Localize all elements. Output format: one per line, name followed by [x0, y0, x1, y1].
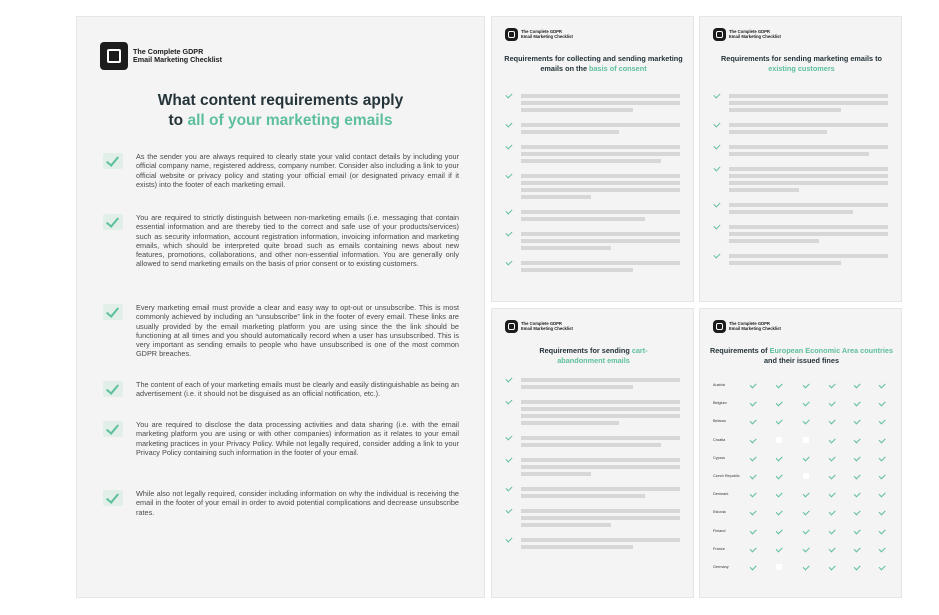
cart-title-highlight: cart-abandonment emails	[557, 346, 648, 365]
text-placeholder-bar	[729, 94, 888, 98]
text-placeholder-bar	[521, 472, 591, 476]
empty-cell	[776, 564, 782, 570]
checkmark-icon	[776, 545, 783, 552]
text-placeholder-bar	[729, 152, 869, 156]
text-placeholder-bar	[521, 152, 680, 156]
checkmark-icon	[505, 207, 512, 214]
checklist-item-text: You are required to disclose the data processing activities and data sharing (i.e. with the email marketing platform you are using or with other companies) information as it relates to your email marketing practices in your Privacy Policy. While not legally required, consider adding a link to your Privacy Policy containing such information in the footer of your email.	[136, 420, 459, 457]
checkmark-icon	[829, 381, 836, 388]
checkmark-icon	[854, 472, 861, 479]
logo-icon	[713, 28, 726, 41]
checkmark-icon	[879, 400, 886, 407]
existing-title	[708, 54, 895, 73]
country-label: Cyprus	[713, 455, 726, 460]
text-placeholder-bar	[521, 261, 680, 265]
checkmark-icon	[829, 563, 836, 570]
text-placeholder-bar	[729, 188, 799, 192]
text-placeholder-bar	[521, 465, 680, 469]
checkmark-icon	[829, 509, 836, 516]
checkmark-icon	[776, 472, 783, 479]
checkmark-icon	[879, 545, 886, 552]
logo-icon	[100, 42, 128, 70]
country-label: Croatia	[713, 437, 726, 442]
existing-title-plain: Requirements for sending marketing emails to	[721, 54, 882, 63]
eea-title-highlight: European Economic Area countries	[769, 346, 893, 355]
checkmark-icon	[750, 527, 757, 534]
checkmark-icon	[776, 454, 783, 461]
checklist-item-text: You are required to strictly distinguish between non-marketing emails (i.e. messaging that contain essential information and are thereby tied to the correct and safe use of your products/services) such as security information, account registration information, invoicing information and marketing emails, which should be interpreted quite broad such as emails containing news about new features, promotions, collaborations, and other non-essential information. You are generally only allowed to send marketing emails on the basis of prior consent or to existing customers.	[136, 213, 459, 269]
checkmark-icon	[750, 400, 757, 407]
checklist-item-text: While also not legally required, consider including information on why the individual is receiving the email in the footer of your email in order to avoid potential complications and decrease unsubscribe rates.	[136, 489, 459, 517]
checkmark-icon	[854, 545, 861, 552]
checkmark-icon	[713, 120, 720, 127]
consent-requirements-page	[491, 16, 694, 302]
empty-cell	[776, 437, 782, 443]
logo-line1: The Complete GDPR	[133, 46, 204, 56]
checkmark-icon	[829, 527, 836, 534]
checkmark-icon	[803, 491, 810, 498]
checkmark-icon	[776, 491, 783, 498]
checkmark-icon	[776, 509, 783, 516]
checkmark-icon	[803, 400, 810, 407]
checkmark-icon	[505, 91, 512, 98]
country-label: Belgium	[713, 401, 727, 406]
checkmark-icon	[803, 545, 810, 552]
text-placeholder-bar	[521, 421, 619, 425]
checkmark-icon	[505, 142, 512, 149]
empty-cell	[803, 473, 809, 479]
country-label: France	[713, 546, 725, 551]
logo-line2: Email Marketing Checklist	[521, 325, 573, 331]
text-placeholder-bar	[521, 385, 633, 389]
text-placeholder-bar	[729, 123, 888, 127]
checkmark-icon	[879, 472, 886, 479]
text-placeholder-bar	[729, 130, 827, 134]
checklist-logo	[713, 320, 781, 333]
logo-icon	[713, 320, 726, 333]
text-placeholder-bar	[729, 181, 888, 185]
checkmark-icon	[103, 490, 123, 506]
title-highlight: all of your marketing emails	[187, 112, 393, 129]
country-label: Austria	[713, 383, 725, 387]
checkmark-icon	[750, 454, 757, 461]
text-placeholder-bar	[521, 378, 680, 382]
text-placeholder-bar	[521, 159, 661, 163]
text-placeholder-bar	[729, 239, 819, 243]
logo-icon	[505, 28, 518, 41]
checkmark-icon	[829, 472, 836, 479]
text-placeholder-bar	[521, 210, 680, 214]
checkmark-icon	[854, 509, 861, 516]
logo-line1: The Complete GDPR	[521, 28, 562, 34]
checkmark-icon	[750, 491, 757, 498]
consent-title-highlight: basis of consent	[589, 63, 647, 73]
text-placeholder-bar	[729, 108, 841, 112]
checkmark-icon	[803, 563, 810, 570]
text-placeholder-bar	[729, 145, 888, 149]
checklist-logo	[713, 28, 781, 41]
text-placeholder-bar	[521, 509, 680, 513]
existing-customers-page	[699, 16, 902, 302]
checkmark-icon	[854, 418, 861, 425]
eea-title-prefix: Requirements of	[709, 346, 768, 355]
text-placeholder-bar	[521, 494, 645, 498]
text-placeholder-bar	[521, 195, 591, 199]
page-title	[77, 91, 484, 131]
checkmark-icon	[505, 484, 512, 491]
text-placeholder-bar	[521, 487, 680, 491]
checkmark-icon	[505, 258, 512, 265]
existing-title-highlight: existing customers	[768, 63, 835, 73]
text-placeholder-bar	[521, 145, 680, 149]
text-placeholder-bar	[521, 94, 680, 98]
text-placeholder-bar	[729, 167, 888, 171]
text-placeholder-bar	[729, 203, 888, 207]
checkmark-icon	[750, 509, 757, 516]
checkmark-icon	[103, 304, 123, 320]
text-placeholder-bar	[521, 217, 645, 221]
main-checklist-page	[76, 16, 485, 598]
country-label: Belarus	[713, 419, 726, 424]
text-placeholder-bar	[521, 523, 611, 527]
checklist-logo	[100, 42, 222, 70]
checklist-item	[103, 303, 459, 359]
cart-title-plain: Requirements for sending	[539, 346, 630, 355]
text-placeholder-bar	[729, 174, 888, 178]
checkmark-icon	[505, 506, 512, 513]
consent-title-plain: Requirements for collecting and sending marketing emails on the	[504, 54, 683, 73]
checkmark-icon	[103, 421, 123, 437]
checkmark-icon	[854, 527, 861, 534]
eea-requirements-page	[699, 308, 902, 598]
text-placeholder-bar	[729, 210, 853, 214]
checkmark-icon	[505, 397, 512, 404]
checkmark-icon	[879, 381, 886, 388]
checkmark-icon	[829, 418, 836, 425]
checkmark-icon	[879, 509, 886, 516]
checkmark-icon	[103, 153, 123, 169]
text-placeholder-bar	[729, 101, 888, 105]
checkmark-icon	[854, 454, 861, 461]
text-placeholder-bar	[521, 400, 680, 404]
consent-title	[500, 54, 687, 73]
checkmark-icon	[829, 400, 836, 407]
text-placeholder-bar	[521, 101, 680, 105]
checkmark-icon	[879, 527, 886, 534]
checkmark-icon	[854, 400, 861, 407]
text-placeholder-bar	[521, 246, 611, 250]
cart-abandonment-page	[491, 308, 694, 598]
checkmark-icon	[776, 400, 783, 407]
checkmark-icon	[829, 491, 836, 498]
checkmark-icon	[750, 545, 757, 552]
checkmark-icon	[103, 381, 123, 397]
text-placeholder-bar	[521, 458, 680, 462]
checkmark-icon	[879, 563, 886, 570]
checklist-item-text: The content of each of your marketing emails must be clearly and easily distinguishable as being an advertisement (i.e. it should not be disguised as an official notification, etc.).	[136, 380, 459, 399]
logo-line1: The Complete GDPR	[729, 28, 770, 34]
checkmark-icon	[750, 563, 757, 570]
country-label: Czech Republic	[713, 474, 740, 478]
eea-title-suffix: and their issued fines	[763, 355, 839, 365]
text-placeholder-bar	[521, 414, 680, 418]
checkmark-icon	[750, 381, 757, 388]
checklist-item-text: Every marketing email must provide a clear and easy way to opt-out or unsubscribe. This is most commonly achieved by including an “unsubscribe” link in the footer of every email. These links are usually provided by the email marketing platform you are using since the the link should be functioning at all times and you should automatically record when a user has unsubscribed. This is very important as sending emails to people who have unsubscribed is one of the most common GDPR breaches.	[136, 303, 459, 359]
text-placeholder-bar	[521, 538, 680, 542]
logo-line1: The Complete GDPR	[521, 320, 562, 326]
checklist-item	[103, 380, 459, 399]
text-placeholder-bar	[521, 232, 680, 236]
logo-line2: Email Marketing Checklist	[729, 325, 781, 331]
checkmark-icon	[879, 436, 886, 443]
text-placeholder-bar	[521, 545, 633, 549]
text-placeholder-bar	[521, 516, 680, 520]
checkmark-icon	[776, 527, 783, 534]
checklist-item	[103, 152, 459, 189]
title-to: to	[168, 112, 184, 129]
checkmark-icon	[776, 381, 783, 388]
checkmark-icon	[829, 545, 836, 552]
checklist-logo	[505, 320, 573, 333]
checklist-item	[103, 213, 459, 269]
text-placeholder-bar	[729, 232, 888, 236]
logo-line2: Email Marketing Checklist	[729, 33, 781, 39]
text-placeholder-bar	[521, 436, 680, 440]
checkmark-icon	[776, 418, 783, 425]
checkmark-icon	[879, 418, 886, 425]
checkmark-icon	[803, 381, 810, 388]
logo-line2: Email Marketing Checklist	[133, 55, 223, 64]
text-placeholder-bar	[521, 181, 680, 185]
country-label: Finland	[713, 528, 726, 533]
checkmark-icon	[879, 491, 886, 498]
checkmark-icon	[803, 418, 810, 425]
empty-cell	[803, 437, 809, 443]
checkmark-icon	[879, 454, 886, 461]
checklist-logo	[505, 28, 573, 41]
text-placeholder-bar	[521, 123, 680, 127]
text-placeholder-bar	[521, 174, 680, 178]
checkmark-icon	[713, 142, 720, 149]
checkmark-icon	[505, 535, 512, 542]
checkmark-icon	[713, 91, 720, 98]
cart-title	[532, 346, 655, 365]
checkmark-icon	[750, 418, 757, 425]
checkmark-icon	[713, 164, 720, 171]
checkmark-icon	[505, 455, 512, 462]
text-placeholder-bar	[521, 130, 619, 134]
checkmark-icon	[505, 171, 512, 178]
checkmark-icon	[829, 454, 836, 461]
text-placeholder-bar	[521, 188, 680, 192]
text-placeholder-bar	[729, 254, 888, 258]
logo-line1: The Complete GDPR	[729, 320, 770, 326]
logo-icon	[505, 320, 518, 333]
checklist-item	[103, 420, 459, 457]
checkmark-icon	[854, 563, 861, 570]
checklist-item	[103, 489, 459, 517]
checkmark-icon	[505, 433, 512, 440]
text-placeholder-bar	[729, 261, 841, 265]
country-label: Denmark	[713, 492, 729, 497]
checkmark-icon	[505, 229, 512, 236]
checkmark-icon	[803, 509, 810, 516]
logo-line2: Email Marketing Checklist	[521, 33, 573, 39]
checkmark-icon	[829, 436, 836, 443]
checkmark-icon	[854, 381, 861, 388]
checkmark-icon	[103, 214, 123, 230]
text-placeholder-bar	[521, 443, 661, 447]
checkmark-icon	[750, 436, 757, 443]
checkmark-icon	[713, 222, 720, 229]
checklist-item-text: As the sender you are always required to clearly state your valid contact details by including your official company name, registered address, company number. Consider also including a link to your official website or privacy policy and stating your official email (or designated privacy email if it exists) into the footer of each marketing email.	[136, 152, 459, 189]
checkmark-icon	[803, 454, 810, 461]
text-placeholder-bar	[729, 225, 888, 229]
country-label: Germany	[713, 565, 729, 569]
text-placeholder-bar	[521, 268, 633, 272]
title-line1: What content requirements apply	[157, 92, 404, 109]
checkmark-icon	[713, 200, 720, 207]
text-placeholder-bar	[521, 108, 633, 112]
checkmark-icon	[854, 491, 861, 498]
checkmark-icon	[803, 527, 810, 534]
country-label: Estonia	[713, 510, 726, 515]
checkmark-icon	[713, 251, 720, 258]
text-placeholder-bar	[521, 239, 680, 243]
eea-title	[708, 346, 895, 365]
checkmark-icon	[750, 472, 757, 479]
checkmark-icon	[505, 375, 512, 382]
checkmark-icon	[505, 120, 512, 127]
text-placeholder-bar	[521, 407, 680, 411]
checkmark-icon	[854, 436, 861, 443]
